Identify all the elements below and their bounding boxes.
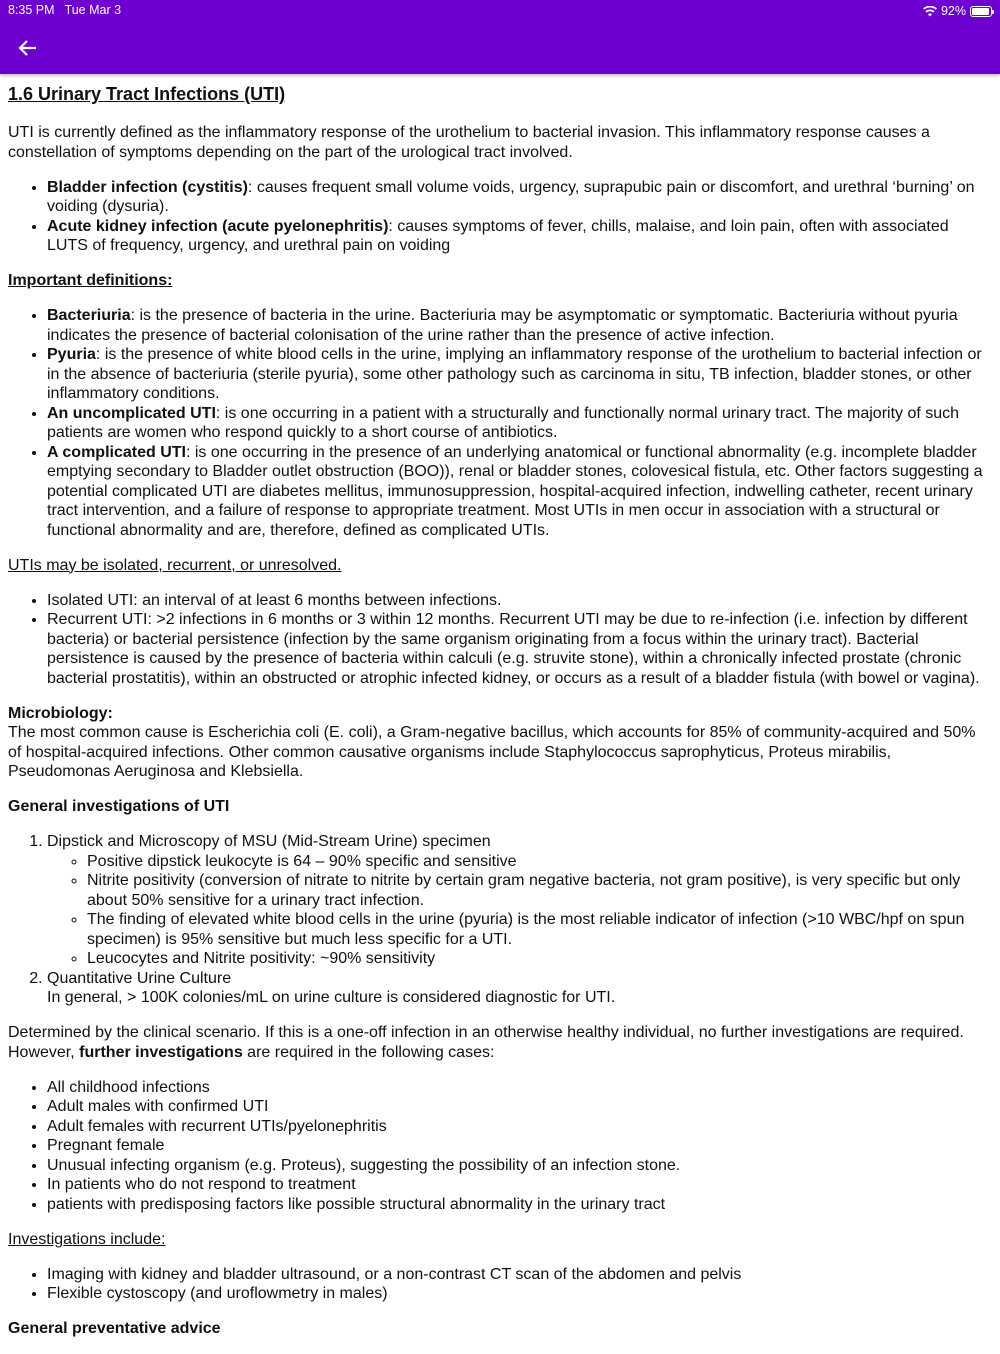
bold-term: Pyuria — [47, 346, 96, 363]
list-item — [47, 1265, 992, 1285]
bullet-list — [8, 178, 992, 256]
text-segment: All childhood infections — [47, 1078, 210, 1096]
page-title: 1.6 Urinary Tract Infections (UTI) — [8, 84, 286, 104]
text-segment: Quantitative Urine Culture — [47, 969, 232, 987]
status-date: Tue Mar 3 — [64, 3, 122, 17]
bold-term: A complicated UTI — [47, 443, 186, 461]
bold-term: Bacteriuria — [47, 307, 131, 324]
battery-icon — [970, 6, 992, 17]
list-item — [47, 1136, 992, 1156]
list-item — [47, 1175, 992, 1195]
text-segment: Adult males with confirmed UTI — [47, 1098, 269, 1115]
list-item — [47, 1156, 992, 1176]
list-item — [47, 610, 992, 688]
bold-term: Acute kidney infection (acute pyelonephritis) — [47, 217, 389, 235]
list-item — [47, 1117, 992, 1137]
text-segment: Unusual infecting organism (e.g. Proteus), suggesting the possibility of an infection stone. — [47, 1156, 681, 1174]
paragraph — [8, 1319, 992, 1339]
arrow-left-icon[interactable] — [14, 34, 42, 62]
paragraph — [8, 1023, 992, 1062]
bold-term: Microbiology: — [8, 704, 113, 722]
text-segment: : is one occurring in a patient with a structurally and functionally normal urinary tract. The majority of such patients are women who respond quickly to a short course of antibiotics. — [47, 404, 960, 441]
status-time: 8:35 PM — [8, 3, 55, 17]
app-bar — [0, 22, 1000, 74]
list-item — [47, 443, 992, 541]
text-segment: Important definitions: — [8, 272, 173, 289]
text-segment: : is the presence of white blood cells in the urine, implying an inflammatory response of the urothelium to bacterial infection or in the absence of bacteriuria (sterile pyuria), some other pathology such as carcinoma in situ, TB infection, bladder stones, or other inflammatory conditions. — [47, 346, 982, 402]
list-item — [47, 1195, 992, 1215]
text-segment: : is one occurring in the presence of an underlying anatomical or functional abnormality (e.g. incomplete bladder emptying secondary to Bladder outlet obstruction (BOO)), renal or bladder stones, colovesical fistula, etc. Other factors suggesting a potential complicated UTI are diabetes mellitus, immunosuppression, hospital-acquired infection, indwelling catheter, recent urinary tract intervention, and a failure of response to appropriate treatment. Most UTIs in men occur in association with a structural or functional abnormality and are, therefore, defined as complicated UTIs. — [47, 443, 983, 539]
text-segment: patients with predisposing factors like possible structural abnormality in the urinary tract — [47, 1195, 666, 1213]
text-segment: Pregnant female — [47, 1137, 165, 1154]
bold-term: Bladder infection (cystitis) — [47, 178, 248, 196]
bullet-list — [8, 591, 992, 689]
text-segment: Adult females with recurrent UTIs/pyelonephritis — [47, 1117, 387, 1135]
list-item — [47, 591, 992, 611]
text-segment: UTIs may be isolated, recurrent, or unresolved. — [8, 556, 342, 574]
list-item — [47, 178, 992, 217]
text-segment: : is the presence of bacteria in the urine. Bacteriuria may be asymptomatic or symptomatic. Bacteriuria without pyuria indicates the presence of bacterial colonisation of the urine rather than the presence of active infection. — [47, 307, 958, 344]
text-segment: : causes symptoms of fever, chills, malaise, and loin pain, often with associated LUTS of frequency, urgency, and urethral pain on voiding — [47, 217, 949, 254]
sub-list — [47, 852, 992, 969]
text-segment: UTI is currently defined as the inflammatory response of the urothelium to bacterial invasion. This inflammatory response causes a constellation of symptoms depending on the part of the urological tract involved. — [8, 124, 930, 161]
bold-term: further investigations — [79, 1043, 243, 1061]
list-item — [47, 1284, 992, 1304]
text-segment: The most common cause is Escherichia coli (E. coli), a Gram-negative bacillus, which accounts for 85% of community-acquired and 50% of hospital-acquired infections. Other common causative organisms include Staphylococcus saprophyticus, Proteus mirabilis, Pseudomonas Aeruginosa and Klebsiella. — [8, 724, 976, 780]
text-segment: Isolated UTI: an interval of at least 6 months between infections. — [47, 591, 502, 609]
wifi-icon — [923, 6, 937, 17]
text-segment: are required in the following cases: — [242, 1043, 495, 1061]
paragraph — [8, 123, 992, 162]
list-item — [47, 345, 992, 404]
list-item — [47, 832, 992, 969]
paragraph — [8, 1230, 992, 1250]
bullet-list — [8, 1265, 992, 1304]
text-segment: : causes frequent small volume voids, urgency, suprapubic pain or discomfort, and urethral ‘burning’ on voiding (dysuria). — [47, 178, 975, 215]
sub-list-item: ◦ The finding of elevated white blood cells in the urine (pyuria) is the most reliable indicator of infection (>10 WBC/hpf on spun specimen) is 95% sensitive but much less specific for a UTI. — [87, 910, 992, 949]
numbered-list — [8, 832, 992, 1008]
text-segment: General preventative advice — [8, 1320, 221, 1337]
bold-term: An uncomplicated UTI — [47, 404, 216, 422]
sub-list-item: ◦ Nitrite positivity (conversion of nitrate to nitrite by certain gram negative bacteria, not gram positive), is very specific but only about 50% sensitive for a urinary tract infection. — [87, 871, 992, 910]
paragraph — [8, 271, 992, 291]
sub-list-item: ◦ Positive dipstick leukocyte is 64 – 90% specific and sensitive — [87, 852, 992, 872]
list-item — [47, 306, 992, 345]
text-segment: Flexible cystoscopy (and uroflowmetry in males) — [47, 1285, 388, 1302]
bullet-list — [8, 306, 992, 540]
paragraph — [8, 704, 992, 782]
paragraph — [8, 556, 992, 576]
article-content — [8, 83, 992, 1354]
text-segment: In general, > 100K colonies/mL on urine culture is considered diagnostic for UTI. — [47, 989, 616, 1006]
bullet-list — [8, 1078, 992, 1215]
list-item — [47, 1097, 992, 1117]
text-segment: In patients who do not respond to treatment — [47, 1176, 356, 1193]
list-item — [47, 404, 992, 443]
text-segment: Recurrent UTI: >2 infections in 6 months or 3 within 12 months. Recurrent UTI may be due to re-infection (i.e. infection by different bacteria) or bacterial persistence (infection by the same organism originating from a focus within the urinary tract). Bacterial persistence is caused by the presence of bacteria within calculi (e.g. struvite stone), within a chronically infected prostate (chronic bacterial prostatitis), within an obstructed or atrophic infected kidney, or occurs as a result of a bladder fistula (with bowel or vagina). — [47, 611, 980, 687]
list-item — [47, 1078, 992, 1098]
list-item — [47, 969, 992, 1008]
text-segment: Determined by the clinical scenario. If this is a one-off infection in an otherwise healthy individual, no further investigations are required. However, — [8, 1024, 964, 1061]
list-item — [47, 217, 992, 256]
text-segment: General investigations of UTI — [8, 798, 230, 815]
sub-list-item: ◦ Leucocytes and Nitrite positivity: ~90% sensitivity — [87, 949, 992, 969]
status-bar — [0, 0, 1000, 22]
text-segment: Investigations include: — [8, 1230, 166, 1248]
battery-percent: 92% — [940, 4, 966, 18]
text-segment: Dipstick and Microscopy of MSU (Mid-Stream Urine) specimen — [47, 833, 491, 850]
paragraph — [8, 797, 992, 817]
text-segment: Imaging with kidney and bladder ultrasound, or a non-contrast CT scan of the abdomen and pelvis — [47, 1265, 742, 1283]
